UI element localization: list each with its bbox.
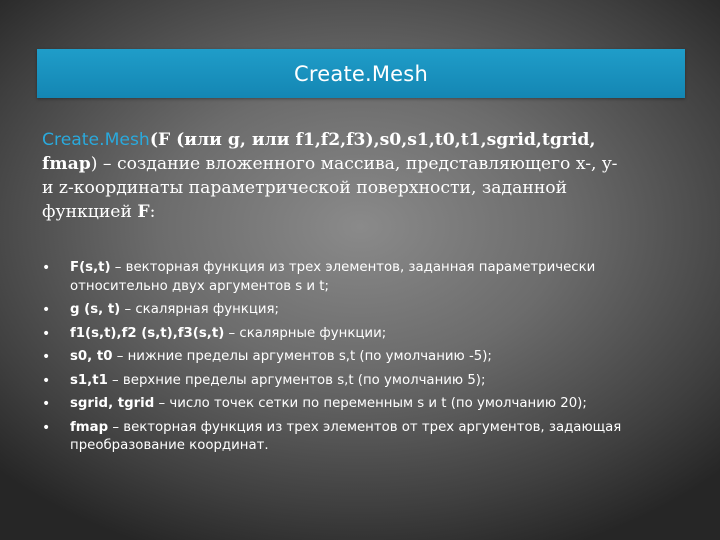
bullet-icon: • xyxy=(42,260,51,276)
intro-line4: функцией xyxy=(42,202,138,222)
title-bar xyxy=(37,49,685,98)
slide-title: Create.Mesh xyxy=(294,61,428,86)
bullet-icon: • xyxy=(42,349,51,365)
bullet-icon: • xyxy=(42,419,51,436)
list-item-desc: – скалярные функции; xyxy=(224,325,387,341)
bullet-icon: • xyxy=(42,325,51,342)
bullet-icon: • xyxy=(42,302,51,318)
list-item xyxy=(42,419,692,456)
bullet-icon: • xyxy=(42,372,51,389)
list-item-term: F(s,t) xyxy=(70,260,111,275)
list-item-desc: – векторная функция из трех элементов от трех аргументов, задающая преобразование координат. xyxy=(70,419,622,453)
list-item-desc: – векторная функция из трех элементов, заданная параметрически относительно двух аргументов s и t; xyxy=(70,260,596,294)
list-item-desc: – нижние пределы аргументов s,t (по умолчанию -5); xyxy=(112,349,492,364)
list-item-term: s0, t0 xyxy=(70,349,113,364)
list-item-term: sgrid, tgrid xyxy=(70,396,155,411)
intro-args: (F (или g, или f1,f2,f3),s0,s1,t0,t1,sgrid,tgrid, xyxy=(149,130,596,150)
list-item-term: f1(s,t),f2 (s,t),f3(s,t) xyxy=(70,325,225,341)
intro-line3: и z-координаты параметрической поверхности, заданной xyxy=(42,178,568,198)
intro-fmap: fmap xyxy=(42,154,91,174)
list-item-desc: – скалярная функция; xyxy=(120,302,279,317)
list-item xyxy=(42,259,692,296)
list-item-term: s1,t1 xyxy=(70,372,108,388)
function-name: Create.Mesh xyxy=(42,130,150,150)
list-item xyxy=(42,372,692,391)
list-item xyxy=(42,325,692,344)
intro-line4-end: : xyxy=(149,202,156,222)
bullet-icon: • xyxy=(42,396,51,412)
list-item-desc: – верхние пределы аргументов s,t (по умолчанию 5); xyxy=(107,372,486,388)
list-item xyxy=(42,348,692,367)
list-item xyxy=(42,395,692,414)
list-item-term: fmap xyxy=(70,419,109,435)
list-item-desc: – число точек сетки по переменным s и t (по умолчанию 20); xyxy=(154,396,587,411)
intro-description: ) – создание вложенного массива, представляющего x-, y- xyxy=(90,154,618,174)
list-item-term: g (s, t) xyxy=(70,302,121,317)
intro-paragraph xyxy=(42,128,692,224)
intro-line4-f: F xyxy=(137,202,150,222)
list-item xyxy=(42,301,692,320)
argument-list xyxy=(42,259,692,461)
